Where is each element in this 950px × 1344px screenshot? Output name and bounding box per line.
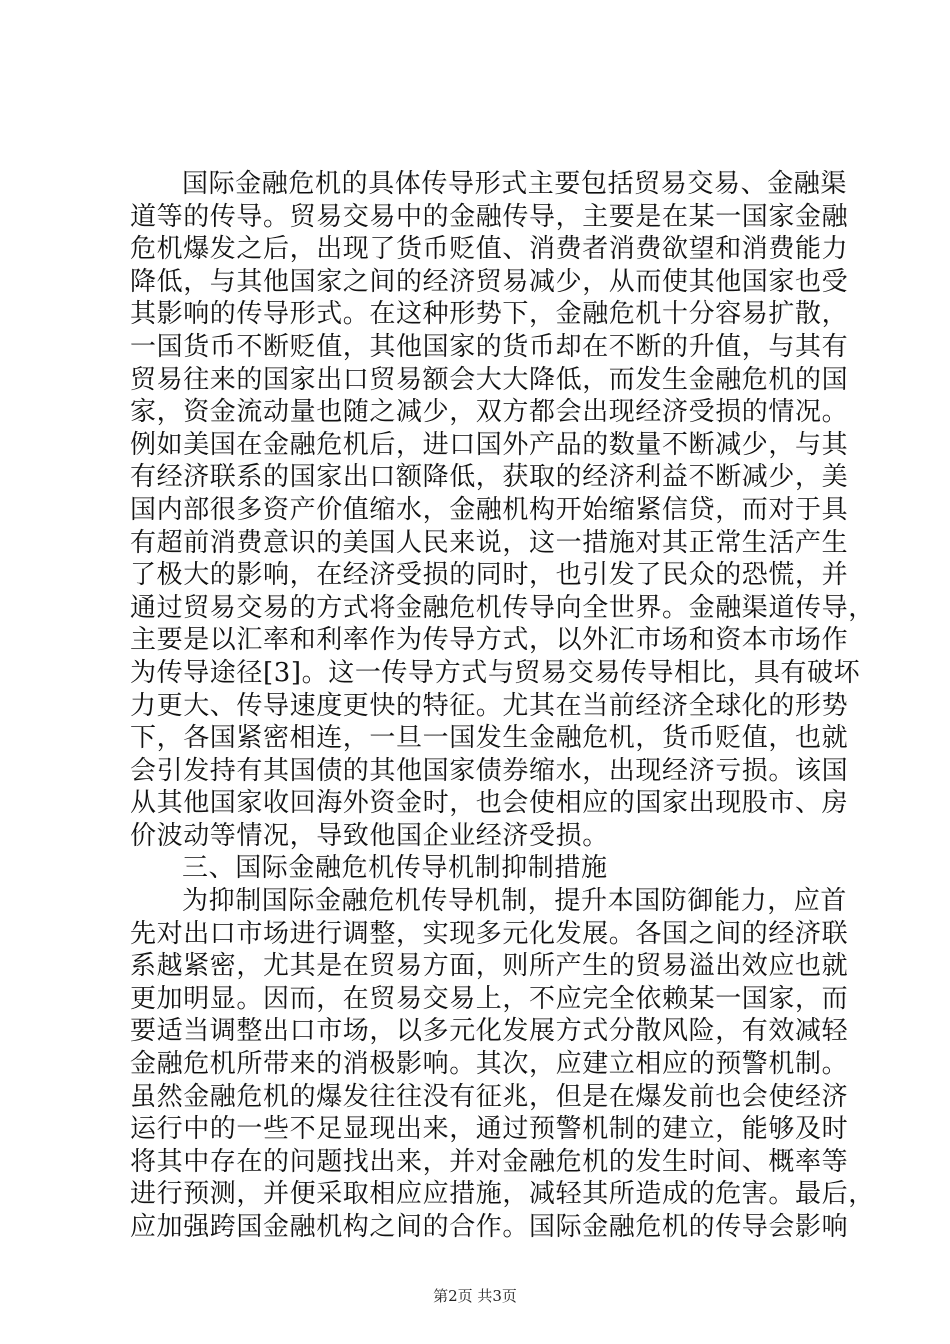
section-heading: 三、国际金融危机传导机制抑制措施 (182, 853, 608, 884)
text-line: 降低，与其他国家之间的经济贸易减少，从而使其他国家也受 (130, 266, 849, 297)
text-line: 例如美国在金融危机后，进口国外产品的数量不断减少，与其 (130, 429, 849, 460)
text-line: 危机爆发之后，出现了货币贬值、消费者消费欲望和消费能力 (130, 234, 849, 265)
text-line: 虽然金融危机的爆发往往没有征兆，但是在爆发前也会使经济 (130, 1081, 849, 1112)
text-line: 先对出口市场进行调整，实现多元化发展。各国之间的经济联 (130, 918, 849, 949)
text-line: 将其中存在的问题找出来，并对金融危机的发生时间、概率等 (130, 1146, 849, 1177)
text-line: 国际金融危机的具体传导形式主要包括贸易交易、金融渠 (182, 169, 848, 199)
text-line: 其影响的传导形式。在这种形势下，金融危机十分容易扩散， (130, 299, 849, 330)
text-line: 家，资金流动量也随之减少，双方都会出现经济受损的情况。 (130, 397, 849, 428)
text-line: 主要是以汇率和利率作为传导方式，以外汇市场和资本市场作 (130, 625, 849, 656)
text-line: 要适当调整出口市场，以多元化发展方式分散风险，有效减轻 (130, 1016, 849, 1047)
text-line: 会引发持有其国债的其他国家债券缩水，出现经济亏损。该国 (130, 755, 849, 786)
text-line: 通过贸易交易的方式将金融危机传导向全世界。金融渠道传导， (130, 592, 875, 623)
text-line: 了极大的影响，在经济受损的同时，也引发了民众的恐慌，并 (130, 560, 849, 591)
text-line: 运行中的一些不足显现出来，通过预警机制的建立，能够及时 (130, 1114, 849, 1145)
text-line: 系越紧密，尤其是在贸易方面，则所产生的贸易溢出效应也就 (130, 951, 849, 982)
text-line: 进行预测，并便采取相应应措施，减轻其所造成的危害。最后， (130, 1179, 875, 1210)
text-line: 力更大、传导速度更快的特征。尤其在当前经济全球化的形势 (130, 690, 849, 721)
page-number-footer: 第2页 共3页 (433, 1287, 517, 1305)
text-line: 有超前消费意识的美国人民来说，这一措施对其正常生活产生 (130, 527, 849, 558)
text-line: 应加强跨国金融机构之间的合作。国际金融危机的传导会影响 (130, 1212, 849, 1242)
text-line: 有经济联系的国家出口额降低，获取的经济利益不断减少，美 (130, 462, 849, 493)
text-line: 一国货币不断贬值，其他国家的货币却在不断的升值，与其有 (130, 331, 849, 362)
text-line: 国内部很多资产价值缩水，金融机构开始缩紧信贷，而对于具 (130, 494, 849, 525)
text-line: 价波动等情况，导致他国企业经济受损。 (130, 820, 609, 851)
text-line: 道等的传导。贸易交易中的金融传导，主要是在某一国家金融 (130, 201, 849, 232)
text-line: 从其他国家收回海外资金时，也会使相应的国家出现股市、房 (130, 788, 849, 819)
text-line: 为传导途径[3]。这一传导方式与贸易交易传导相比，具有破坏 (130, 657, 861, 688)
text-line: 贸易往来的国家出口贸易额会大大降低，而发生金融危机的国 (130, 364, 849, 395)
text-line: 下，各国紧密相连，一旦一国发生金融危机，货币贬值，也就 (130, 723, 849, 754)
text-line: 为抑制国际金融危机传导机制，提升本国防御能力，应首 (182, 886, 848, 917)
text-line: 金融危机所带来的消极影响。其次，应建立相应的预警机制。 (130, 1049, 849, 1080)
document-body (130, 168, 875, 1244)
text-line: 更加明显。因而，在贸易交易上，不应完全依赖某一国家，而 (130, 983, 849, 1014)
